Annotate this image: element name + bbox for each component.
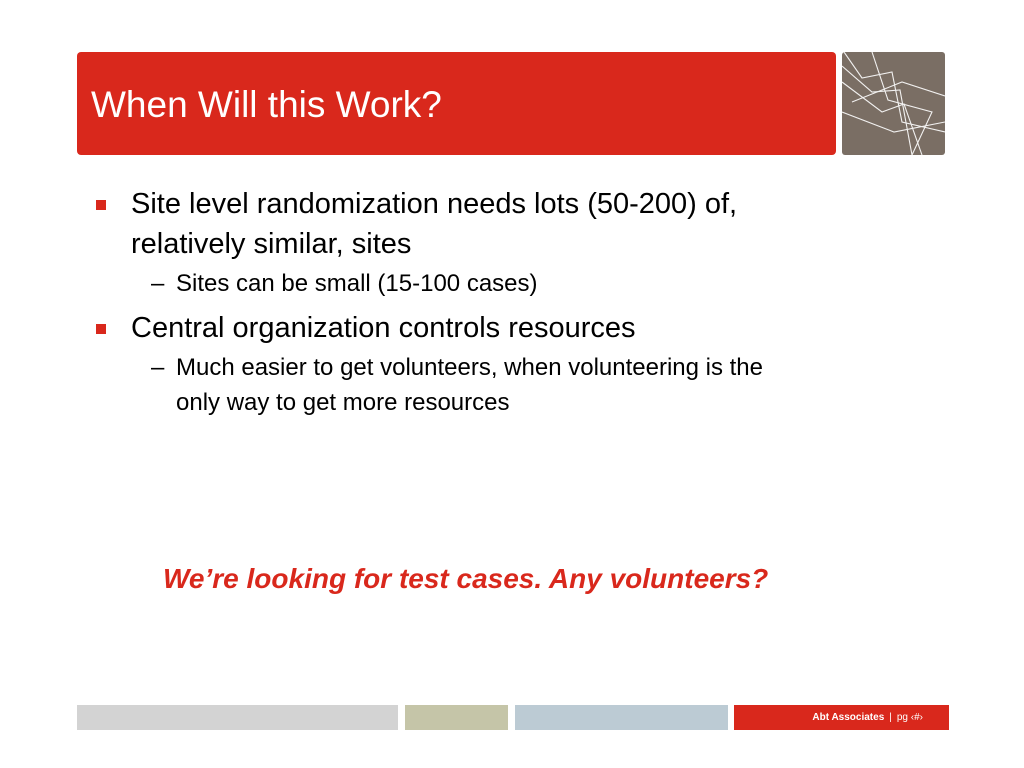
sub-bullet-text: Sites can be small (15-100 cases) [176,270,538,297]
footer-bar-red [734,705,949,730]
bullet-square-icon [96,324,106,334]
footer-bar-gray [77,705,398,730]
footer-bar-olive [405,705,508,730]
slide-title: When Will this Work? [91,84,442,125]
company-name: Abt Associates [812,712,885,723]
page-number: ‹#› [910,712,923,723]
footer-bar-blue [515,705,728,730]
sub-bullet-dash: – [151,270,165,297]
sub-bullet-text: Much easier to get volunteers, when volunteering is the [176,354,764,381]
sub-bullet-text-continued: only way to get more resources [176,389,510,416]
bullet-text: Site level randomization needs lots (50-200) of, [131,188,738,220]
sub-bullet-dash: – [151,354,165,381]
bullet-text: Central organization controls resources [131,312,636,344]
bullet-square-icon [96,200,106,210]
page-label: pg [896,712,908,723]
callout-text: We’re looking for test cases. Any volunteers? [163,563,769,594]
bullet-text-continued: relatively similar, sites [131,228,412,260]
footer-label [812,712,923,723]
footer-separator: | [889,712,892,723]
